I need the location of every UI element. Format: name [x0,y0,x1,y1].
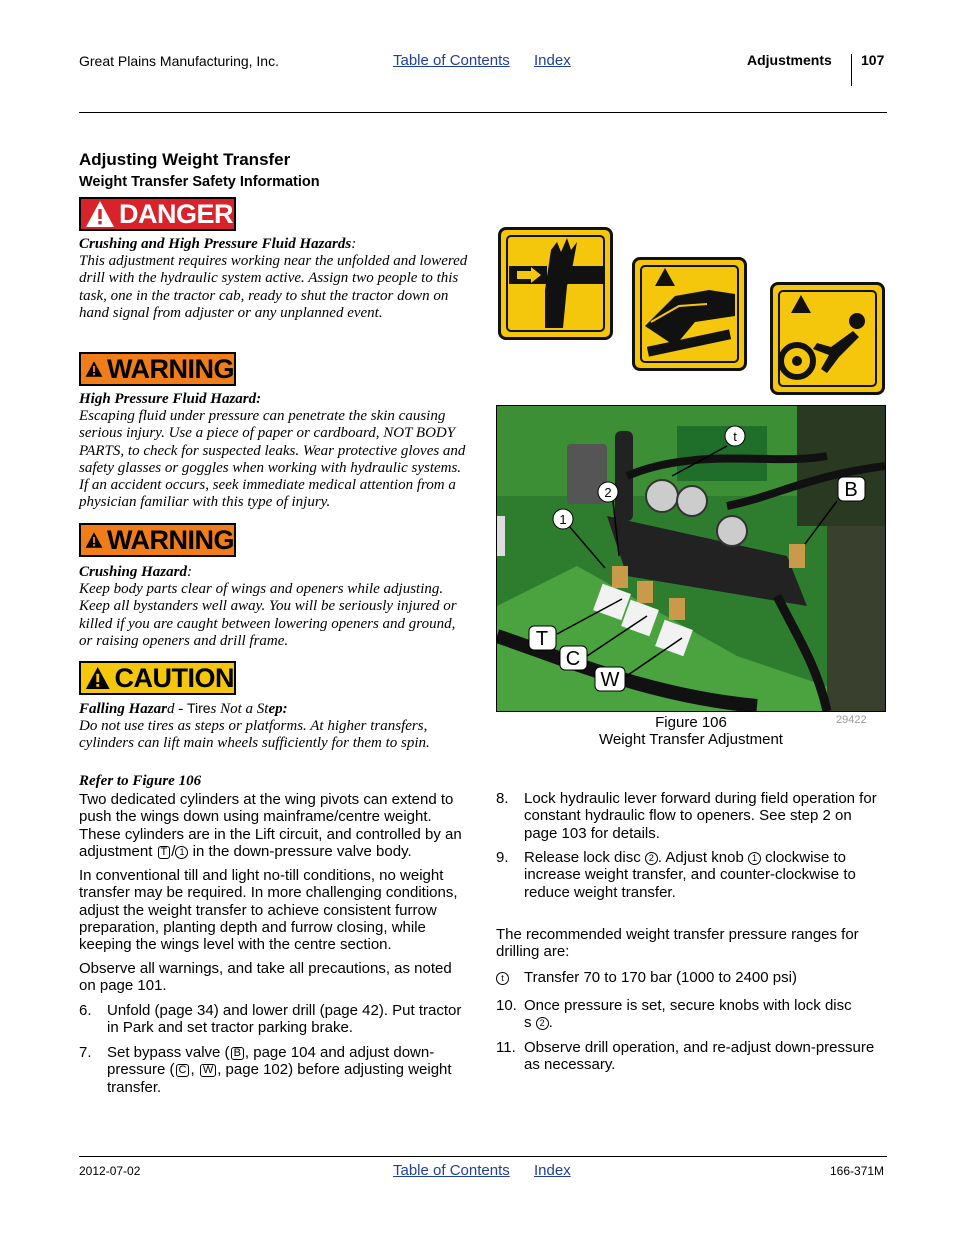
danger-heading: Crushing and High Pressure Fluid Hazards [79,236,352,252]
callout-T: T [535,628,549,650]
step-number: 11. [496,1039,516,1056]
caution-label: CAUTION [114,662,234,693]
figure-caption: Weight Transfer Adjustment [599,731,783,748]
danger-badge [79,197,236,231]
section-name: Adjustments [747,52,832,68]
callout-t: t [733,429,737,444]
doc-number: 166-371M [830,1164,885,1178]
caution-heading-part: ep: [268,701,288,717]
caution-badge [79,661,236,695]
crush-hazard-decal [498,227,613,340]
symbol-T: T [158,846,171,859]
paragraph-1-text: Two dedicated cylinders at the wing pivots can extend to push the wings down using mainframe/centre weight. These cylinders are in the Lift circuit, and controlled by an adjustment [79,791,462,860]
step-number: 10. [496,997,517,1014]
warning-label-2: WARNING [107,524,234,555]
step-11: Observe drill operation, and re-adjust down-pressure as necessary. [524,1039,875,1074]
figure-photo [496,405,886,712]
range-item: Transfer 70 to 170 bar (1000 to 2400 psi) [524,969,797,986]
caution-text: Do not use tires as steps or platforms. At higher transfers, cylinders can lift main wheels sufficiently for them to spin. [79,718,430,752]
symbol-B: B [231,1047,244,1060]
step-10 [524,997,887,1032]
toc-link-footer[interactable]: Table of Contents [393,1162,510,1179]
page-number: 107 [861,52,885,68]
warning-heading-2: Crushing Hazard [79,564,187,580]
warning-text-1: Escaping fluid under pressure can penetrate the skin causing serious injury. Use a piece of paper or cardboard, NOT BODY PARTS, to check for suspected leaks. Wear protective gloves and safety glasses or goggles when working with hydraulic systems. If an accident occurs, seek immediate medical attention from a physician familiar with this type of injury. [79,408,466,511]
fluid-hazard-decal [632,257,747,371]
symbol-circled-1: 1 [748,852,761,865]
danger-text: This adjustment requires working near the unfolded and lowered drill with the hydraulic system active. Assign two people to this task, one in the tractor cab, ready to shut the tractor down on hand signal from adjuster or any unplanned event. [79,253,468,321]
warning-badge-2 [79,523,236,557]
step-7-text: , [190,1061,199,1079]
callout-B: B [844,479,858,501]
step-number: 6. [79,1002,92,1019]
ranges-intro: The recommended weight transfer pressure ranges for drilling are: [496,926,859,961]
symbol-circled-2: 2 [536,1017,549,1030]
symbol-C: C [176,1064,190,1077]
step-7-text: , page 102) before adjusting weight transfer. [107,1061,452,1096]
step-9 [524,849,887,901]
section-subtitle: Weight Transfer Safety Information [79,174,320,190]
caution-block [79,700,471,753]
step-number: 9. [496,849,509,866]
warning-label-1: WARNING [107,353,234,384]
fluid-injection-icon [635,260,744,368]
step-9-text: clockwise to increase weight transfer, and counter-clockwise to reduce weight transfer. [524,849,856,901]
company-name: Great Plains Manufacturing, Inc. [79,53,279,69]
warning-block-1 [79,391,471,511]
warning-heading-suffix-2: : [186,564,192,580]
hazard-triangle-icon [85,663,111,693]
step-10-text: Once pressure is set, secure knobs with lock disc [524,997,852,1014]
danger-block [79,236,471,322]
step-number: 8. [496,790,509,807]
hazard-triangle-icon [85,199,115,229]
footer-rule [79,1156,887,1157]
step-7-text: , page 104 and adjust down-pressure ( [107,1044,435,1079]
falling-person-icon [773,285,882,392]
step-10-text: . [548,1014,553,1032]
step-8: Lock hydraulic lever forward during field operation for constant hydraulic flow to openers. See step 2 on page 103 for details. [524,790,877,842]
refer-figure: Refer to Figure 106 [79,773,202,789]
paragraph-3: Observe all warnings, and take all precautions, as noted on page 101. [79,960,452,995]
caution-heading-part: Falling Hazar [79,701,167,717]
header-rule [79,112,887,113]
step-7-text: Set bypass valve ( [107,1044,230,1061]
figure-number: Figure 106 [655,714,727,731]
warning-heading-1: High Pressure Fluid Hazard: [79,391,262,407]
paragraph-1-text: in the down-pressure valve body. [188,842,412,860]
callout-1: 1 [559,512,567,527]
hazard-triangle-icon [85,525,103,555]
step-6: Unfold (page 34) and lower drill (page 42). Put tractor in Park and set tractor parking brake. [107,1002,462,1037]
step-10-text: s [524,1014,536,1032]
toc-link-header[interactable]: Table of Contents [393,52,510,69]
danger-heading-suffix: : [351,236,357,252]
figure-id: 29422 [836,714,867,726]
paragraph-1 [79,791,471,860]
step-7 [107,1044,471,1096]
header-divider [851,54,852,86]
caution-heading-part: d - [166,701,187,717]
page-title: Adjusting Weight Transfer [79,150,291,169]
danger-label: DANGER [119,198,234,229]
range-symbol [496,969,509,986]
index-link-footer[interactable]: Index [534,1162,571,1179]
callout-W: W [600,669,620,691]
symbol-circled-1: 1 [175,846,188,859]
index-link-header[interactable]: Index [534,52,571,69]
hydraulic-valve-illustration [497,406,885,711]
footer-date: 2012-07-02 [79,1164,141,1178]
symbol-W: W [200,1064,216,1077]
paragraph-2: In conventional till and light no-till conditions, no weight transfer may be required. In more challenging conditions, adjust the weight transfer to achieve consistent furrow preparation, planting depth and furrow closing, while keeping the wings level with the centre section. [79,867,458,954]
slash: / [171,842,176,860]
crush-hand-icon [501,230,610,337]
symbol-circled-t: t [496,972,509,985]
step-number: 7. [79,1044,92,1061]
warning-block-2 [79,564,471,650]
fall-hazard-decal [770,282,885,395]
symbol-circled-2: 2 [645,852,658,865]
step-9-text: . Adjust knob [657,849,748,866]
step-9-text: Release lock disc [524,849,645,866]
warning-badge-1 [79,352,236,386]
warning-text-2: Keep body parts clear of wings and openers while adjusting. Keep all bystanders well away. You will be seriously injured or killed if you are caught between lowering openers and ground, or raising openers and drill frame. [79,581,457,649]
caution-heading-part: s Not a St [210,701,269,717]
callout-C: C [565,648,581,670]
hazard-triangle-icon [85,354,103,384]
callout-2: 2 [604,485,612,500]
caution-heading-part: Tire [186,700,211,716]
